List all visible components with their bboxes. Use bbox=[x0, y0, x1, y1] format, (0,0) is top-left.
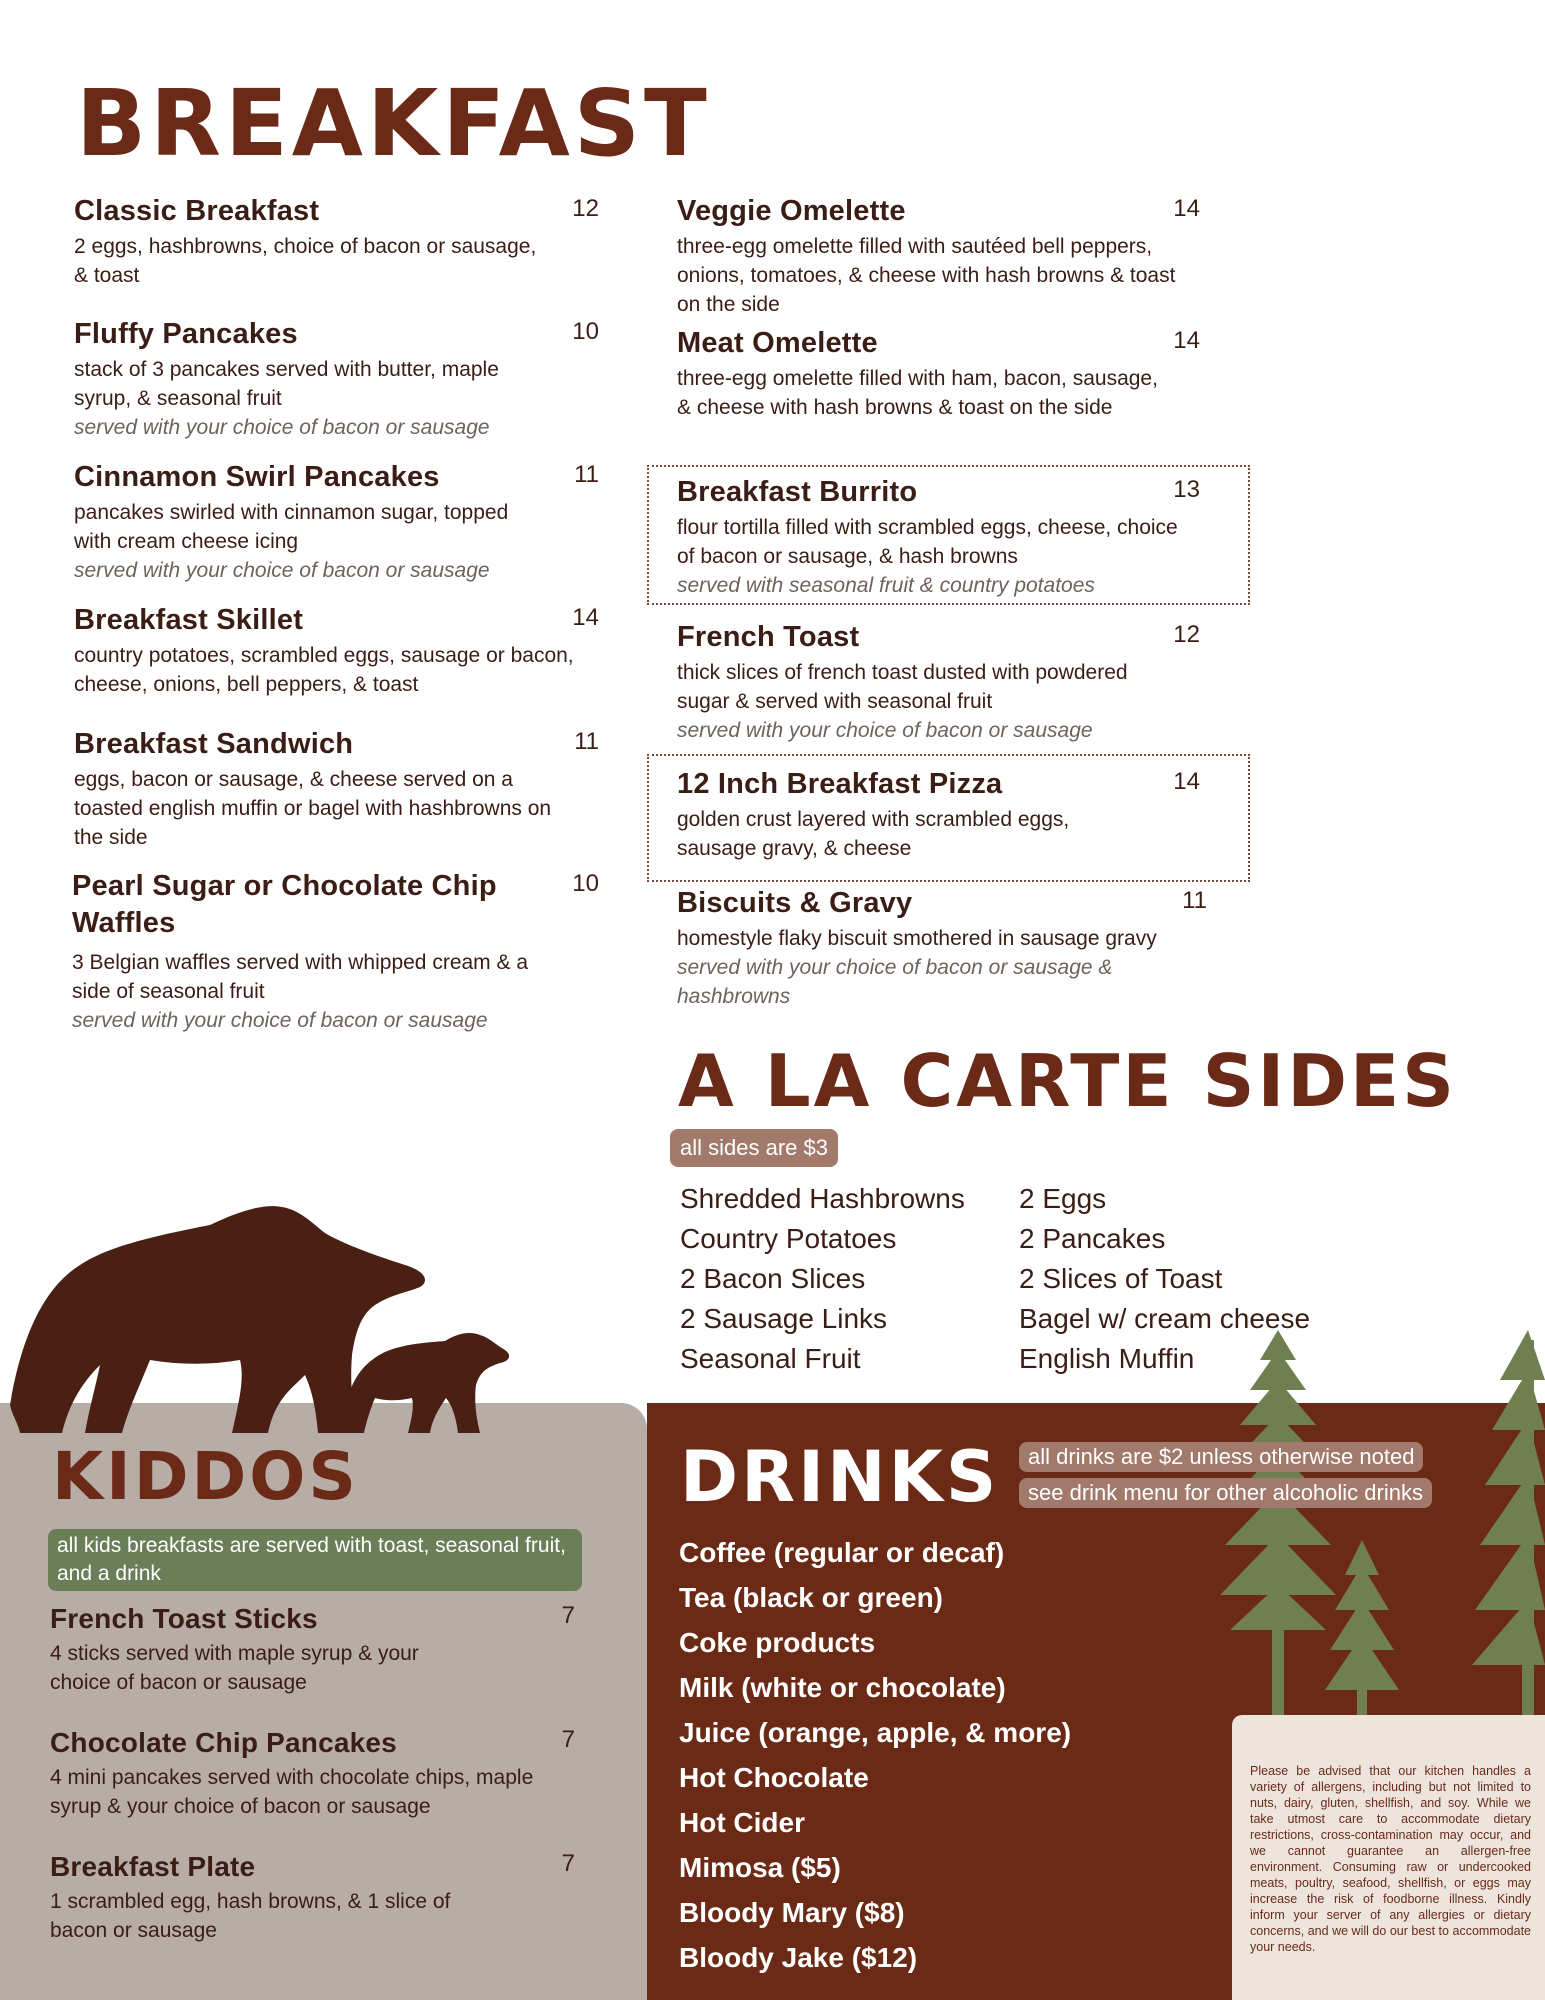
item-description: thick slices of french toast dusted with powdered sugar & served with seasonal fruit bbox=[677, 661, 1128, 713]
breakfast-title: BREAKFAST bbox=[76, 70, 711, 177]
item-price: 13 bbox=[1173, 476, 1200, 503]
item-price: 7 bbox=[561, 1850, 575, 1877]
item-name: Classic Breakfast bbox=[74, 195, 320, 227]
menu-item bbox=[74, 193, 599, 290]
kids-menu-item bbox=[50, 1848, 575, 1945]
side-item: 2 Pancakes bbox=[1019, 1223, 1166, 1254]
item-name: Breakfast Sandwich bbox=[74, 728, 354, 760]
menu-item bbox=[74, 459, 599, 585]
drinks-alcohol-badge: see drink menu for other alcoholic drinks bbox=[1019, 1478, 1432, 1508]
drink-item: Mimosa ($5) bbox=[679, 1852, 841, 1883]
item-description: three-egg omelette filled with ham, bacon, sausage, & cheese with hash browns & toast on the side bbox=[677, 367, 1158, 419]
item-name: 12 Inch Breakfast Pizza bbox=[677, 768, 1003, 800]
side-item: English Muffin bbox=[1019, 1343, 1195, 1374]
item-description: 3 Belgian waffles served with whipped cream & a side of seasonal fruit bbox=[72, 951, 529, 1003]
item-description: three-egg omelette filled with sautéed bell peppers, onions, tomatoes, & cheese with hash browns & toast on the side bbox=[677, 235, 1176, 316]
sides-list-2 bbox=[1019, 1179, 1310, 1379]
item-price: 7 bbox=[561, 1602, 575, 1629]
menu-item bbox=[677, 619, 1202, 745]
pine-trees-icon bbox=[1210, 1320, 1545, 1720]
side-item: Bagel w/ cream cheese bbox=[1019, 1303, 1311, 1334]
side-item: 2 Slices of Toast bbox=[1019, 1263, 1223, 1294]
drink-item: Bloody Jake ($12) bbox=[679, 1942, 918, 1973]
item-price: 11 bbox=[574, 728, 599, 755]
item-name: French Toast Sticks bbox=[50, 1603, 318, 1634]
bear-silhouette-icon bbox=[0, 1195, 520, 1435]
drink-item: Tea (black or green) bbox=[679, 1582, 944, 1613]
sides-title: A LA CARTE SIDES bbox=[678, 1039, 1458, 1123]
item-price: 10 bbox=[572, 870, 599, 897]
item-note: served with your choice of bacon or sausage bbox=[72, 1009, 488, 1032]
item-note: served with your choice of bacon or sausage & hashbrowns bbox=[677, 956, 1113, 1008]
item-description: flour tortilla filled with scrambled eggs, cheese, choice of bacon or sausage, & hash browns bbox=[677, 516, 1178, 568]
menu-item bbox=[677, 474, 1202, 600]
item-description: pancakes swirled with cinnamon sugar, topped with cream cheese icing bbox=[74, 501, 509, 553]
menu-item bbox=[677, 193, 1202, 319]
item-description: country potatoes, scrambled eggs, sausage or bacon, cheese, onions, bell peppers, & toast bbox=[74, 644, 574, 696]
side-item: Seasonal Fruit bbox=[680, 1343, 861, 1374]
item-name: Meat Omelette bbox=[677, 327, 878, 359]
item-price: 12 bbox=[572, 195, 599, 222]
item-price: 14 bbox=[1173, 327, 1200, 354]
item-name: Pearl Sugar or Chocolate Chip Waffles bbox=[72, 870, 497, 939]
side-item: Shredded Hashbrowns bbox=[680, 1183, 965, 1214]
drink-item: Hot Cider bbox=[679, 1807, 805, 1838]
drink-item: Coke products bbox=[679, 1627, 876, 1658]
item-name: Cinnamon Swirl Pancakes bbox=[74, 461, 440, 493]
drink-item: Juice (orange, apple, & more) bbox=[679, 1717, 1072, 1748]
menu-item bbox=[72, 868, 599, 1035]
kiddos-title: KIDDOS bbox=[52, 1438, 359, 1515]
item-description: 2 eggs, hashbrowns, choice of bacon or sausage, & toast bbox=[74, 235, 537, 287]
sides-list-1 bbox=[680, 1179, 965, 1379]
item-name: Fluffy Pancakes bbox=[74, 318, 298, 350]
item-name: Breakfast Skillet bbox=[74, 604, 304, 636]
item-description: eggs, bacon or sausage, & cheese served on a toasted english muffin or bagel with hashbrowns on the side bbox=[74, 768, 552, 849]
menu-item bbox=[74, 316, 599, 442]
item-note: served with your choice of bacon or sausage bbox=[74, 416, 490, 439]
drink-item: Milk (white or chocolate) bbox=[679, 1672, 1006, 1703]
item-name: Chocolate Chip Pancakes bbox=[50, 1727, 397, 1758]
side-item: Country Potatoes bbox=[680, 1223, 897, 1254]
sides-price-badge: all sides are $3 bbox=[670, 1129, 838, 1167]
drink-item: Hot Chocolate bbox=[679, 1762, 869, 1793]
item-note: served with your choice of bacon or sausage bbox=[74, 559, 490, 582]
item-name: French Toast bbox=[677, 621, 860, 653]
menu-item bbox=[677, 885, 1207, 1011]
item-name: Breakfast Plate bbox=[50, 1851, 256, 1882]
item-name: Veggie Omelette bbox=[677, 195, 906, 227]
menu-item bbox=[677, 325, 1202, 422]
item-name: Breakfast Burrito bbox=[677, 476, 918, 508]
menu-item bbox=[74, 602, 599, 699]
item-price: 14 bbox=[1173, 195, 1200, 222]
item-name: Biscuits & Gravy bbox=[677, 887, 913, 919]
allergen-notice-text: Please be advised that our kitchen handles a variety of allergens, including but not limited to nuts, dairy, gluten, shellfish, and soy. While we take utmost care to accommodate dietary restrictions, cross-contamination may occur, and we cannot guarantee an allergen-free environment. Consuming raw or undercooked meats, poultry, seafood, shellfish, or eggs may increase the risk of foodborne illness. Kindly inform your server of any allergies or dietary concerns, and we will do our best to accommodate your needs. bbox=[1250, 1764, 1531, 1954]
menu-item bbox=[74, 726, 599, 852]
menu-item bbox=[677, 766, 1202, 863]
side-item: 2 Eggs bbox=[1019, 1183, 1107, 1214]
drinks-price-badge: all drinks are $2 unless otherwise noted bbox=[1019, 1442, 1423, 1472]
item-price: 11 bbox=[1182, 887, 1207, 914]
item-price: 10 bbox=[572, 318, 599, 345]
item-note: served with seasonal fruit & country potatoes bbox=[677, 574, 1095, 597]
drink-item: Coffee (regular or decaf) bbox=[679, 1537, 1005, 1568]
item-price: 14 bbox=[1173, 768, 1200, 795]
drinks-list bbox=[679, 1530, 1071, 1980]
kids-menu-item bbox=[50, 1600, 575, 1697]
kids-menu-item bbox=[50, 1724, 575, 1821]
item-description: stack of 3 pancakes served with butter, maple syrup, & seasonal fruit bbox=[74, 358, 499, 410]
side-item: 2 Bacon Slices bbox=[680, 1263, 866, 1294]
item-description: 1 scrambled egg, hash browns, & 1 slice of bacon or sausage bbox=[50, 1890, 451, 1942]
item-price: 11 bbox=[574, 461, 599, 488]
item-description: 4 mini pancakes served with chocolate chips, maple syrup & your choice of bacon or sausage bbox=[50, 1766, 534, 1818]
drink-item: Bloody Mary ($8) bbox=[679, 1897, 905, 1928]
item-price: 14 bbox=[572, 604, 599, 631]
kids-info-badge: all kids breakfasts are served with toast, seasonal fruit, and a drink bbox=[48, 1529, 582, 1591]
item-price: 7 bbox=[561, 1726, 575, 1753]
item-description: homestyle flaky biscuit smothered in sausage gravy bbox=[677, 927, 1157, 950]
side-item: 2 Sausage Links bbox=[680, 1303, 888, 1334]
item-note: served with your choice of bacon or sausage bbox=[677, 719, 1093, 742]
item-price: 12 bbox=[1173, 621, 1200, 648]
item-description: 4 sticks served with maple syrup & your choice of bacon or sausage bbox=[50, 1642, 419, 1694]
drinks-title: DRINKS bbox=[680, 1436, 1000, 1518]
item-description: golden crust layered with scrambled eggs, sausage gravy, & cheese bbox=[677, 808, 1070, 860]
